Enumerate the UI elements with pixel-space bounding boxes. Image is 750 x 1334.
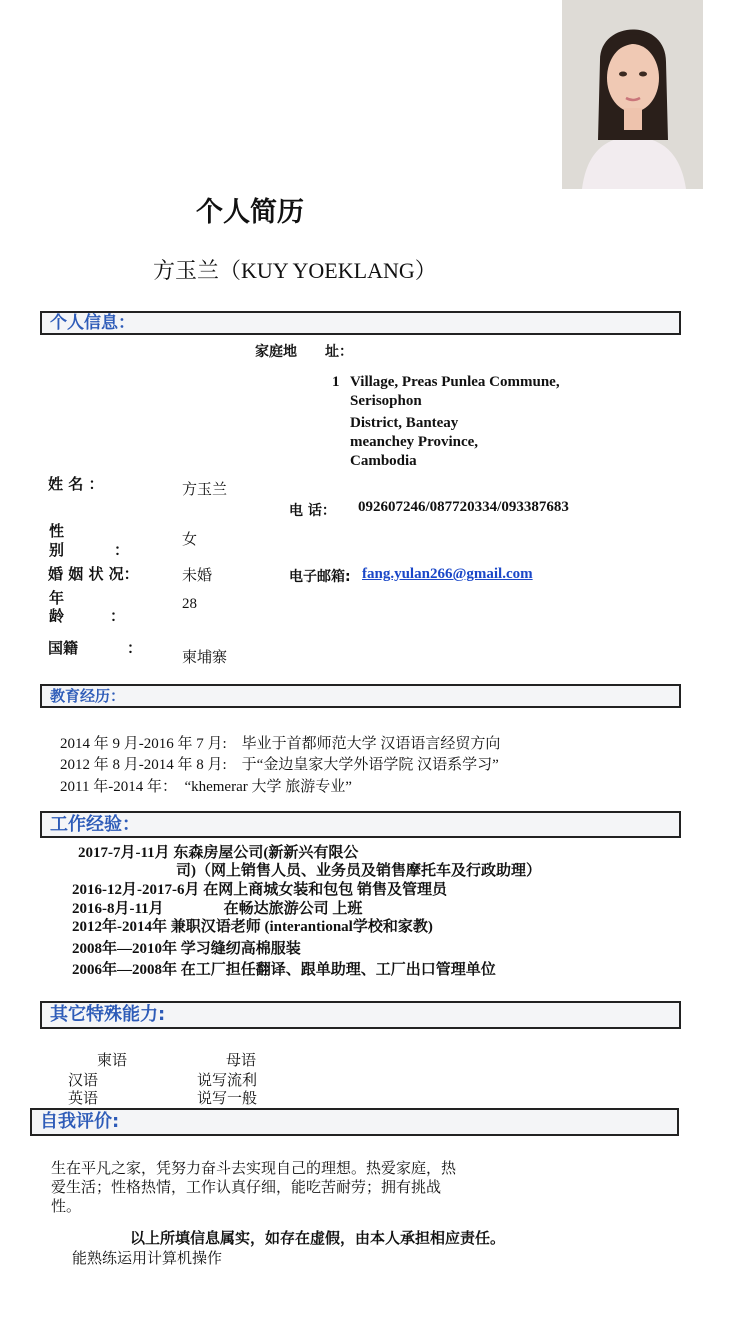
address-line-1: Village, Preas Punlea Commune, bbox=[350, 374, 560, 390]
name-label: 姓 名 ： bbox=[48, 475, 104, 493]
marital-label: 婚 姻 状 况： bbox=[48, 565, 139, 583]
education-item: 2011 年-2014 年： “khemerar 大学 旅游专业” bbox=[60, 779, 352, 795]
work-item: 2016-8月-11月 在畅达旅游公司 上班 bbox=[72, 901, 363, 917]
work-item: 司)（网上销售人员、业务员及销售摩托车及行政助理） bbox=[176, 863, 541, 879]
address-line-4: meanchey Province, bbox=[350, 434, 479, 450]
computer-skill-note: 能熟练运用计算机操作 bbox=[72, 1249, 223, 1267]
phone-label: 电 话： bbox=[289, 503, 336, 519]
work-item: 2017-7月-11月 东森房屋公司(新新兴有限公 bbox=[78, 845, 359, 861]
declaration: 以上所填信息属实，如存在虚假，由本人承担相应责任。 bbox=[130, 1229, 506, 1247]
profile-photo bbox=[562, 0, 703, 189]
language-name: 汉语 bbox=[68, 1071, 99, 1089]
section-personal-info bbox=[40, 311, 681, 335]
self-eval-line: 生在平凡之家，凭努力奋斗去实现自己的理想。热爱家庭，热 bbox=[51, 1159, 457, 1177]
address-line-2: Serisophon bbox=[350, 393, 422, 409]
section-title: 其它特殊能力: bbox=[50, 1004, 166, 1025]
self-eval-line: 性。 bbox=[51, 1197, 82, 1215]
section-title: 个人信息： bbox=[50, 313, 135, 333]
name-value: 方玉兰 bbox=[182, 480, 228, 498]
work-item: 2006年—2008年 在工厂担任翻译、跟单助理、工厂出口管理单位 bbox=[72, 962, 496, 978]
age-value: 28 bbox=[182, 596, 197, 612]
section-title: 自我评价: bbox=[40, 1111, 120, 1132]
gender-label-1: 性 bbox=[49, 522, 65, 540]
work-item: 2012年-2014年 兼职汉语老师 (interantional学校和家教) bbox=[72, 919, 433, 935]
self-eval-line: 爱生活；性格热情，工作认真仔细，能吃苦耐劳；拥有挑战 bbox=[51, 1178, 442, 1196]
marital-value: 未婚 bbox=[182, 566, 213, 584]
section-education bbox=[40, 684, 681, 708]
language-name: 柬语 bbox=[97, 1051, 128, 1069]
age-label-1: 年 bbox=[49, 589, 65, 607]
email-link[interactable]: fang.yulan266@gmail.com bbox=[362, 566, 533, 582]
section-title: 教育经历： bbox=[50, 687, 126, 705]
language-level: 说写流利 bbox=[197, 1071, 258, 1089]
language-level: 母语 bbox=[226, 1051, 257, 1069]
gender-colon: ： bbox=[114, 541, 130, 559]
address-line-5: Cambodia bbox=[350, 453, 417, 469]
age-label-2: 龄 bbox=[49, 607, 65, 625]
page-title: 个人简历 bbox=[196, 197, 304, 228]
gender-value: 女 bbox=[182, 530, 198, 548]
section-title: 工作经验： bbox=[50, 814, 140, 835]
language-name: 英语 bbox=[68, 1089, 99, 1107]
section-skills bbox=[40, 1001, 681, 1029]
section-self-evaluation bbox=[30, 1108, 679, 1136]
address-label: 家庭地 址： bbox=[255, 344, 353, 360]
full-name: 方玉兰（KUY YOEKLANG） bbox=[153, 258, 437, 283]
nationality-value: 柬埔寨 bbox=[182, 648, 228, 666]
gender-label-2: 别 bbox=[49, 541, 65, 559]
nationality-label: 国籍 bbox=[48, 639, 79, 657]
education-item: 2014 年 9 月-2016 年 7 月: 毕业于首都师范大学 汉语语言经贸方向 bbox=[60, 736, 501, 752]
nationality-colon: ： bbox=[127, 639, 143, 657]
age-colon: ： bbox=[110, 607, 126, 625]
education-item: 2012 年 8 月-2014 年 8 月: 于“金边皇家大学外语学院 汉语系学习” bbox=[60, 757, 499, 773]
phone-value: 092607246/087720334/093387683 bbox=[358, 499, 569, 515]
language-level: 说写一般 bbox=[197, 1089, 258, 1107]
email-label: 电子邮箱: bbox=[289, 569, 351, 585]
section-work bbox=[40, 811, 681, 838]
address-line-3: District, Banteay bbox=[350, 415, 459, 431]
work-item: 2016-12月-2017-6月 在网上商城女装和包包 销售及管理员 bbox=[72, 882, 447, 898]
work-item: 2008年—2010年 学习缝纫高棉服装 bbox=[72, 941, 301, 957]
address-number: 1 bbox=[332, 374, 340, 390]
portrait-image bbox=[562, 0, 703, 189]
